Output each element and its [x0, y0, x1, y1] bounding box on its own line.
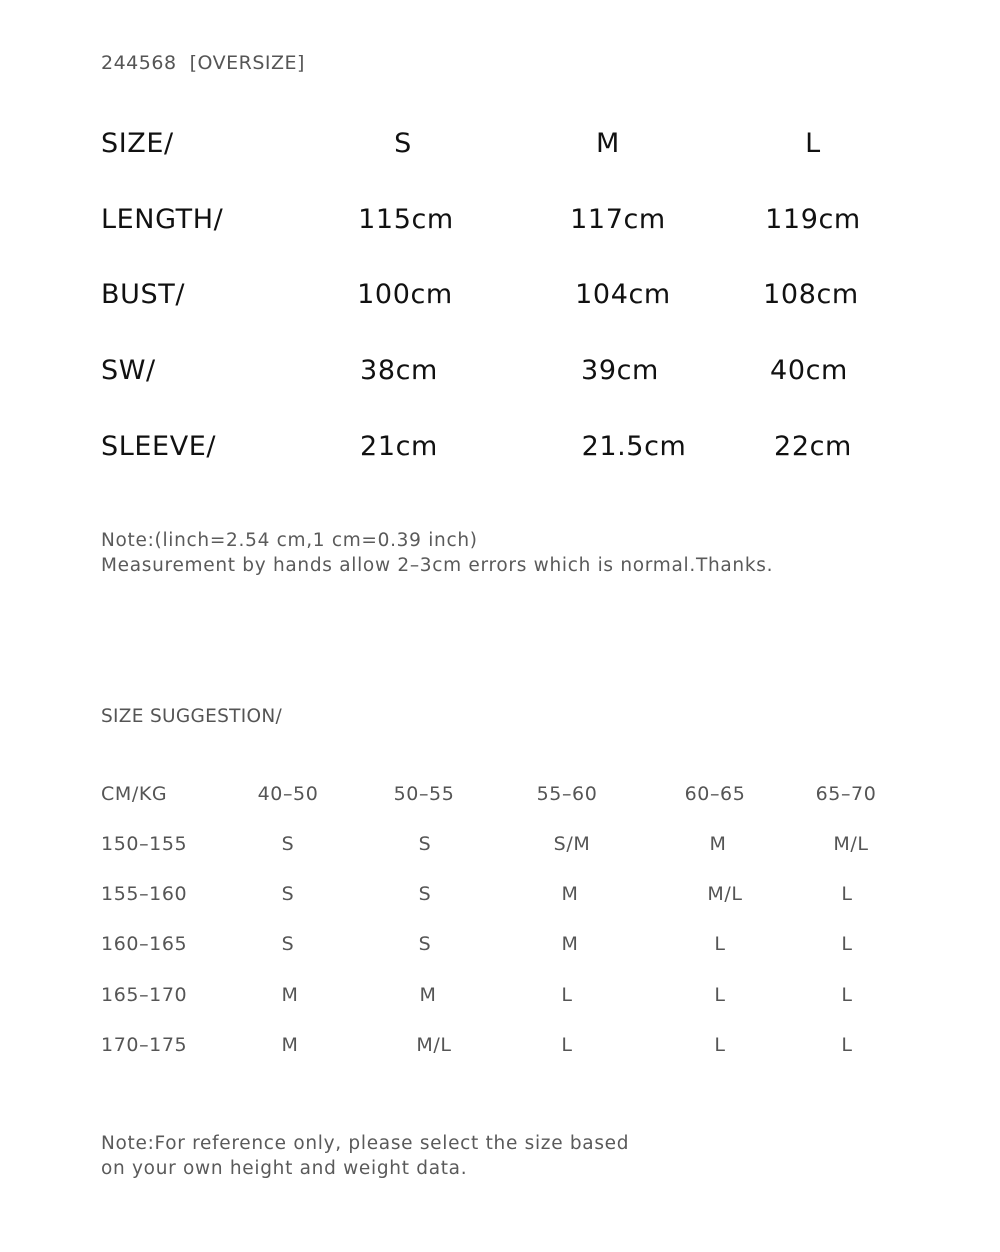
- suggested-size-cell: M/L: [416, 1034, 452, 1056]
- size-value-cell: 115cm: [358, 204, 454, 235]
- suggested-size-cell: M/L: [707, 883, 743, 905]
- suggested-size-cell: S/M: [553, 833, 591, 855]
- size-row-label: SIZE/: [101, 128, 174, 159]
- product-code: [101, 52, 305, 74]
- note-reference-line2: on your own height and weight data.: [101, 1158, 468, 1179]
- size-row-label: LENGTH/: [101, 204, 224, 235]
- weight-range-header: 50–55: [393, 783, 455, 805]
- suggested-size-cell: S: [418, 833, 432, 855]
- size-row-label: BUST/: [101, 279, 186, 310]
- size-value-cell: 39cm: [581, 355, 659, 386]
- size-value-cell: 40cm: [770, 355, 848, 386]
- size-value-cell: 108cm: [763, 279, 859, 310]
- size-value-cell: M: [596, 128, 620, 159]
- suggested-size-cell: L: [841, 1034, 853, 1056]
- height-range-label: 165–170: [101, 984, 188, 1006]
- suggestion-corner-header: CM/KG: [101, 783, 168, 805]
- fit-type: [OVERSIZE]: [189, 52, 305, 74]
- weight-range-header: 40–50: [257, 783, 319, 805]
- size-value-cell: 38cm: [360, 355, 438, 386]
- suggested-size-cell: L: [714, 933, 726, 955]
- note-conversion: Note:(linch=2.54 cm,1 cm=0.39 inch): [101, 530, 478, 551]
- size-value-cell: 21.5cm: [581, 431, 687, 462]
- suggested-size-cell: L: [561, 984, 573, 1006]
- size-value-cell: L: [805, 128, 821, 159]
- size-value-cell: 119cm: [765, 204, 861, 235]
- suggested-size-cell: M: [709, 833, 727, 855]
- size-value-cell: 100cm: [357, 279, 453, 310]
- suggested-size-cell: S: [418, 933, 432, 955]
- suggested-size-cell: M: [561, 933, 579, 955]
- height-range-label: 155–160: [101, 883, 188, 905]
- suggested-size-cell: L: [714, 984, 726, 1006]
- suggested-size-cell: M: [419, 984, 437, 1006]
- size-value-cell: 117cm: [570, 204, 666, 235]
- note-tolerance: Measurement by hands allow 2–3cm errors which is normal.Thanks.: [101, 555, 774, 576]
- size-value-cell: 21cm: [360, 431, 438, 462]
- suggested-size-cell: M/L: [833, 833, 869, 855]
- height-range-label: 170–175: [101, 1034, 188, 1056]
- size-suggestion-title: SIZE SUGGESTION/: [101, 706, 283, 727]
- suggested-size-cell: S: [281, 833, 295, 855]
- weight-range-header: 65–70: [815, 783, 877, 805]
- suggested-size-cell: M: [281, 984, 299, 1006]
- size-row-label: SLEEVE/: [101, 431, 217, 462]
- suggested-size-cell: L: [714, 1034, 726, 1056]
- height-range-label: 150–155: [101, 833, 188, 855]
- suggested-size-cell: L: [841, 883, 853, 905]
- suggested-size-cell: M: [561, 883, 579, 905]
- size-value-cell: 22cm: [774, 431, 852, 462]
- weight-range-header: 55–60: [536, 783, 598, 805]
- size-row-label: SW/: [101, 355, 156, 386]
- size-value-cell: S: [394, 128, 412, 159]
- suggested-size-cell: L: [841, 984, 853, 1006]
- weight-range-header: 60–65: [684, 783, 746, 805]
- suggested-size-cell: S: [281, 883, 295, 905]
- suggested-size-cell: S: [281, 933, 295, 955]
- suggested-size-cell: M: [281, 1034, 299, 1056]
- suggested-size-cell: L: [841, 933, 853, 955]
- size-value-cell: 104cm: [575, 279, 671, 310]
- suggested-size-cell: L: [561, 1034, 573, 1056]
- suggested-size-cell: S: [418, 883, 432, 905]
- product-number: 244568: [101, 52, 177, 74]
- height-range-label: 160–165: [101, 933, 188, 955]
- note-reference-line1: Note:For reference only, please select the size based: [101, 1133, 630, 1154]
